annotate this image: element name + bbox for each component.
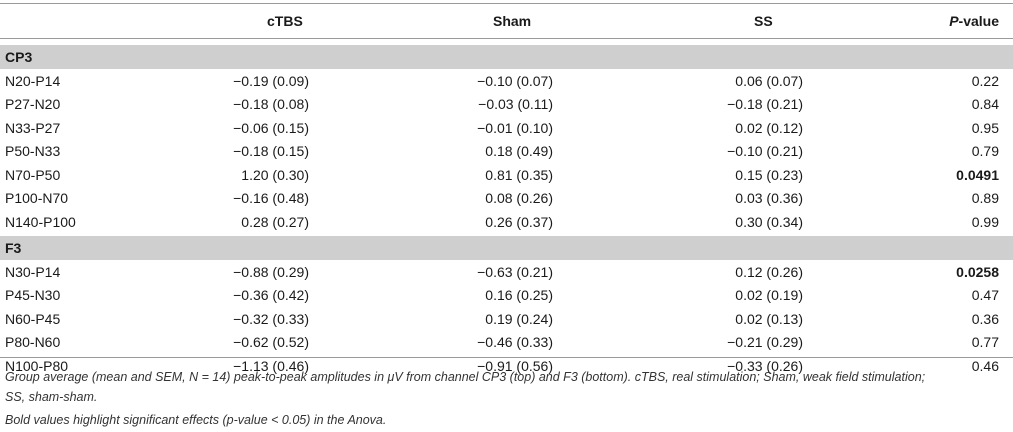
table-header xyxy=(0,4,1013,38)
cell-sham: −0.03 (0.11) xyxy=(478,96,553,112)
cell-sham: −0.46 (0.33) xyxy=(477,334,553,350)
group-header xyxy=(0,45,1013,69)
cell-sham: −0.10 (0.07) xyxy=(477,72,553,89)
cell-ss: −0.18 (0.21) xyxy=(727,96,803,112)
cell-sham: −0.91 (0.56) xyxy=(477,357,553,374)
cell-p-value: 0.47 xyxy=(971,287,999,303)
cell-p-value: 0.89 xyxy=(971,190,999,206)
table-row xyxy=(0,211,1013,234)
header-p-value xyxy=(949,13,999,29)
cell-ss: −0.33 (0.26) xyxy=(727,357,803,374)
cell-p-value: 0.79 xyxy=(971,143,999,159)
cell-ctbs: −0.32 (0.33) xyxy=(233,310,309,327)
cell-ctbs: −0.88 (0.29) xyxy=(233,263,309,280)
footnote-3: Bold values highlight significant effects (p-value < 0.05) in the Anova. xyxy=(5,413,387,427)
bottom-rule xyxy=(0,357,1013,358)
cell-ss: 0.03 (0.36) xyxy=(735,190,803,206)
cell-ctbs: −0.06 (0.15) xyxy=(233,119,309,136)
cell-ctbs: −0.16 (0.48) xyxy=(233,190,309,206)
cell-sham: 0.08 (0.26) xyxy=(485,190,553,206)
cell-sham: −0.01 (0.10) xyxy=(477,119,553,136)
group-label: F3 xyxy=(5,240,22,256)
table-row xyxy=(0,187,1013,210)
cell-ctbs: −0.18 (0.15) xyxy=(233,143,309,159)
cell-p-value: 0.99 xyxy=(971,213,999,230)
header-rule xyxy=(0,38,1013,39)
header-ss: SS xyxy=(754,13,773,29)
row-label: N30-P14 xyxy=(5,263,61,280)
footnote-2: SS, sham-sham. xyxy=(5,390,98,404)
cell-ss: 0.02 (0.13) xyxy=(735,310,803,327)
cell-ctbs: 1.20 (0.30) xyxy=(241,166,309,183)
row-label: P45-N30 xyxy=(5,287,61,303)
table-row xyxy=(0,331,1013,354)
table-row xyxy=(0,70,1013,93)
cell-ss: 0.30 (0.34) xyxy=(735,213,803,230)
cell-ctbs: −0.18 (0.08) xyxy=(233,96,309,112)
row-label: N60-P45 xyxy=(5,310,61,327)
table-row xyxy=(0,164,1013,187)
group-label: CP3 xyxy=(5,49,33,65)
header-sham: Sham xyxy=(493,13,532,29)
cell-ctbs: −0.62 (0.52) xyxy=(233,334,309,350)
cell-ctbs: −1.13 (0.46) xyxy=(233,357,309,374)
header-ctbs: cTBS xyxy=(267,13,303,29)
cell-p-value: 0.0491 xyxy=(956,166,999,183)
cell-ss: 0.12 (0.26) xyxy=(735,263,803,280)
cell-p-value: 0.0258 xyxy=(956,263,999,280)
table-row xyxy=(0,117,1013,140)
row-label: N33-P27 xyxy=(5,119,61,136)
cell-sham: 0.16 (0.25) xyxy=(485,287,553,303)
row-label: P50-N33 xyxy=(5,143,61,159)
cell-ctbs: −0.36 (0.42) xyxy=(233,287,309,303)
table-row xyxy=(0,261,1013,284)
cell-ctbs: 0.28 (0.27) xyxy=(241,213,309,230)
cell-ss: −0.21 (0.29) xyxy=(727,334,803,350)
footnote-1: Group average (mean and SEM, N = 14) peak-to-peak amplitudes in μV from channel CP3 (top) and F3 (bottom). cTBS, real stimulation; Sham, weak field stimulation; xyxy=(5,370,926,384)
cell-sham: 0.81 (0.35) xyxy=(485,166,553,183)
cell-p-value: 0.77 xyxy=(971,334,999,350)
cell-sham: 0.26 (0.37) xyxy=(485,213,553,230)
cell-sham: 0.19 (0.24) xyxy=(485,310,553,327)
cell-ss: −0.10 (0.21) xyxy=(727,143,803,159)
row-label: N140-P100 xyxy=(5,213,76,230)
cell-ss: 0.02 (0.19) xyxy=(735,287,803,303)
group-header xyxy=(0,236,1013,260)
cell-p-value: 0.84 xyxy=(971,96,999,112)
table-row xyxy=(0,284,1013,307)
header-p-italic: P xyxy=(949,13,959,29)
table-row xyxy=(0,308,1013,331)
cell-sham: −0.63 (0.21) xyxy=(477,263,553,280)
header-p-rest: -value xyxy=(958,13,999,29)
row-label: P27-N20 xyxy=(5,96,61,112)
row-label: N70-P50 xyxy=(5,166,61,183)
row-label: P100-N70 xyxy=(5,190,69,206)
cell-ss: 0.02 (0.12) xyxy=(735,119,803,136)
cell-sham: 0.18 (0.49) xyxy=(485,143,553,159)
row-label: P80-N60 xyxy=(5,334,61,350)
row-label: N20-P14 xyxy=(5,72,61,89)
cell-ctbs: −0.19 (0.09) xyxy=(233,72,309,89)
cell-p-value: 0.36 xyxy=(971,310,999,327)
cell-p-value: 0.95 xyxy=(971,119,999,136)
cell-p-value: 0.22 xyxy=(971,72,999,89)
row-label: N100-P80 xyxy=(5,357,69,374)
cell-p-value: 0.46 xyxy=(971,357,999,374)
table-row xyxy=(0,140,1013,163)
cell-ss: 0.15 (0.23) xyxy=(735,166,803,183)
table-row xyxy=(0,93,1013,116)
cell-ss: 0.06 (0.07) xyxy=(735,72,803,89)
